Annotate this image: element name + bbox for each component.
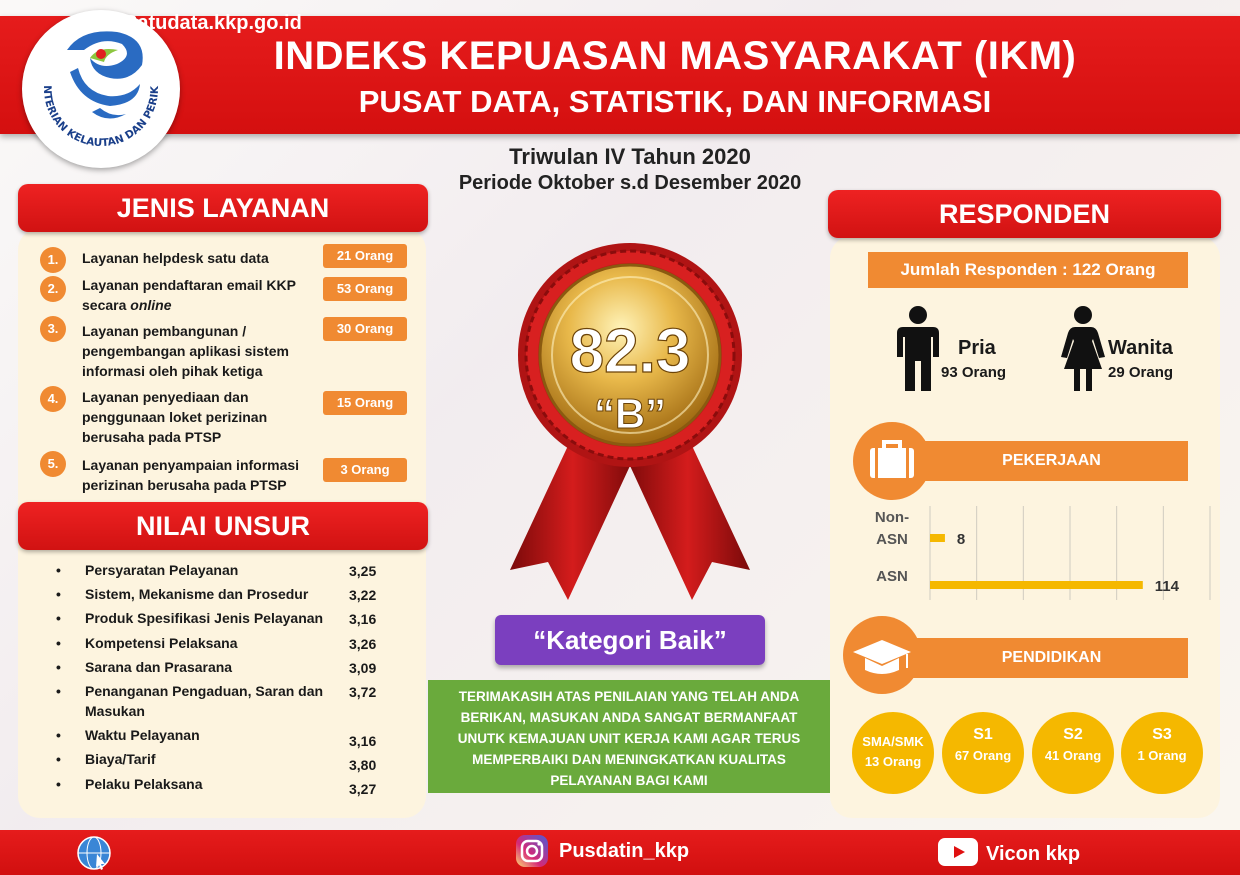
- service-label: informasi oleh pihak ketiga: [82, 363, 263, 379]
- jenis-layanan-header: JENIS LAYANAN: [18, 184, 428, 232]
- website-link[interactable]: Satudata.kkp.go.id: [124, 12, 302, 34]
- service-label: penggunaan loket perizinan: [82, 409, 268, 425]
- unsur-value: 3,80: [349, 757, 377, 773]
- service-number: 1.: [40, 247, 66, 273]
- youtube-link[interactable]: Vicon kkp: [986, 843, 1081, 865]
- pekerjaan-chart: [860, 500, 1220, 610]
- chart-bar: [930, 534, 945, 542]
- service-count-badge: 30 Orang: [323, 317, 407, 341]
- unsur-value: 3,16: [349, 733, 377, 749]
- edu-s1: S1 67 Orang: [942, 712, 1024, 794]
- service-count-badge: 15 Orang: [323, 391, 407, 415]
- briefcase-icon: [853, 422, 931, 500]
- ikm-grade: “B”: [593, 390, 667, 437]
- instagram-icon: [515, 834, 549, 868]
- chart-value-label: 8: [956, 531, 966, 548]
- service-count-badge: 3 Orang: [323, 458, 407, 482]
- svg-text:KEMENTERIAN KELAUTAN DAN PERIK: NTERIAN KELAUTAN DAN PERIK: [40, 85, 162, 150]
- service-label: perizinan berusaha pada PTSP: [82, 477, 287, 493]
- ikm-score: 82.3: [569, 317, 691, 386]
- service-label: Layanan helpdesk satu data: [82, 250, 269, 266]
- unsur-value: 3,27: [349, 781, 377, 797]
- nilai-unsur-header: NILAI UNSUR: [18, 502, 428, 550]
- unsur-value: 3,26: [349, 636, 377, 652]
- globe-icon: [75, 834, 113, 872]
- female-icon: [1060, 305, 1106, 393]
- service-count-badge: 53 Orang: [323, 277, 407, 301]
- service-count-badge: 21 Orang: [323, 244, 407, 268]
- service-label: secara online: [82, 297, 172, 313]
- responden-header: RESPONDEN: [828, 190, 1221, 238]
- pria-label: Pria: [958, 337, 996, 359]
- service-label: Layanan pembangunan /: [82, 323, 247, 339]
- chart-category-label: ASN: [876, 531, 908, 548]
- wanita-label: Wanita: [1108, 337, 1173, 359]
- service-label: Layanan pendaftaran email KKP: [82, 277, 296, 293]
- service-label: berusaha pada PTSP: [82, 429, 222, 445]
- pekerjaan-circle: [853, 422, 931, 500]
- pendidikan-header: PENDIDIKAN: [895, 638, 1188, 678]
- service-label: pengembangan aplikasi sistem: [82, 343, 289, 359]
- graduation-cap-icon: [843, 616, 921, 694]
- medal: [470, 240, 790, 620]
- male-icon: [895, 305, 941, 393]
- page-subtitle: PUSAT DATA, STATISTIK, DAN INFORMASI: [358, 84, 992, 119]
- edu-sma: SMA/SMK 13 Orang: [852, 712, 934, 794]
- youtube-icon: [938, 838, 978, 866]
- chart-value-label: 114: [1154, 578, 1180, 595]
- unsur-value: 3,22: [349, 587, 377, 603]
- pekerjaan-header: PEKERJAAN: [895, 441, 1188, 481]
- edu-s2: S2 41 Orang: [1032, 712, 1114, 794]
- service-number: 5.: [40, 451, 66, 477]
- jumlah-responden: Jumlah Responden : 122 Orang: [868, 252, 1188, 288]
- unsur-value: 3,25: [349, 563, 377, 579]
- service-number: 2.: [40, 276, 66, 302]
- service-number: 4.: [40, 386, 66, 412]
- unsur-value: 3,72: [349, 684, 377, 700]
- chart-bar: [930, 581, 1143, 589]
- kategori-badge: “Kategori Baik”: [495, 615, 765, 665]
- instagram-link[interactable]: Pusdatin_kkp: [559, 840, 690, 862]
- edu-s3: S3 1 Orang: [1121, 712, 1203, 794]
- period-range: Periode Oktober s.d Desember 2020: [458, 172, 802, 194]
- chart-category-label: Non-: [874, 509, 910, 526]
- pendidikan-circle: [843, 616, 921, 694]
- service-label: Layanan penyediaan dan: [82, 389, 249, 405]
- service-label: Layanan penyampaian informasi: [82, 457, 300, 473]
- period-quarter: Triwulan IV Tahun 2020: [509, 144, 751, 169]
- unsur-value: 3,09: [349, 660, 377, 676]
- chart-category-label: ASN: [876, 568, 908, 585]
- wanita-count: 29 Orang: [1108, 364, 1174, 381]
- unsur-value: 3,16: [349, 611, 377, 627]
- pria-count: 93 Orang: [941, 364, 1007, 381]
- thanks-message: TERIMAKASIH ATAS PENILAIAN YANG TELAH ANDA BERIKAN, MASUKAN ANDA SANGAT BERMANFAAT UNUTK KEMAJUAN UNIT KERJA KAMI AGAR TERUS MEMPERBAIKI DAN MENINGKATKAN KUALITAS PELAYANAN BAGI KAMI: [428, 680, 830, 793]
- page-title: INDEKS KEPUASAN MASYARAKAT (IKM): [273, 34, 1077, 78]
- service-number: 3.: [40, 316, 66, 342]
